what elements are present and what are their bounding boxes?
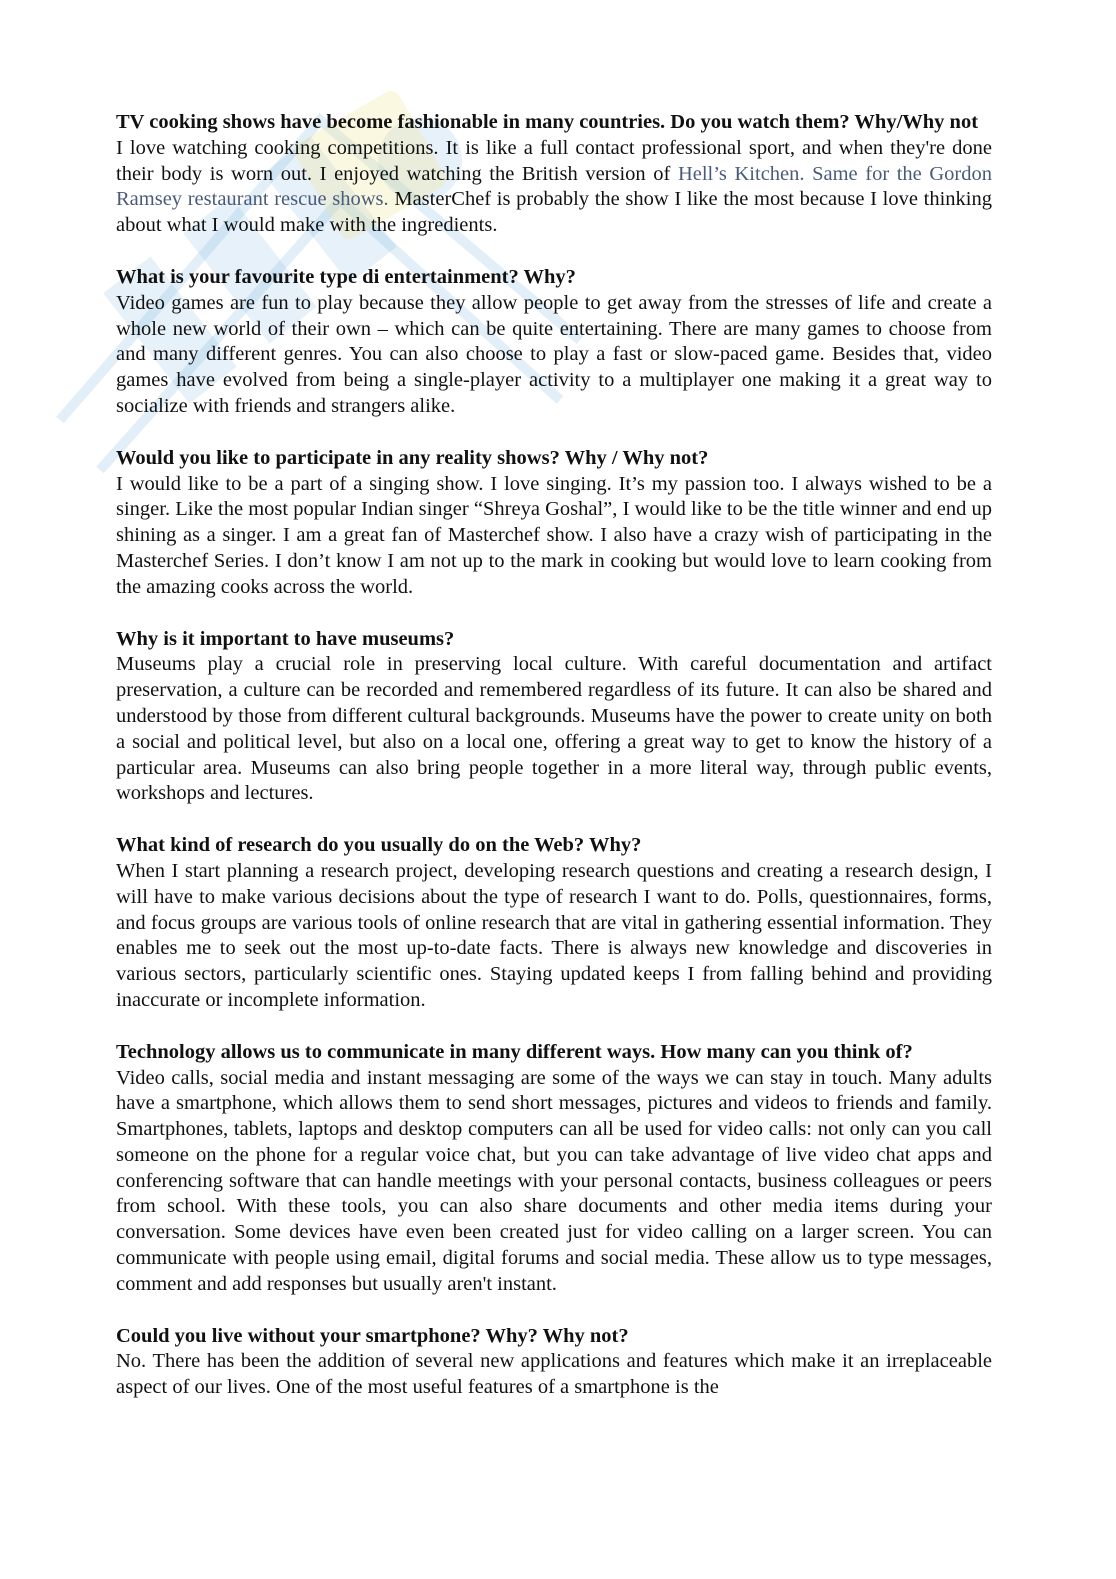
answer-text: When I start planning a research project, developing research questions and creating a research design, I will have to make various decisions about the type of research I want to do. Polls, questionnaires, forms, and focus groups are various tools of online research that are vital in gathering essential information. They enables me to seek out the most up-to-date facts. There is always new knowledge and discoveries in various sectors, particularly scientific ones. Staying updated keeps I from falling behind and providing inaccurate or incomplete information. xyxy=(116,859,992,1011)
answer-text: I would like to be a part of a singing show. I love singing. It’s my passion too. I always wished to be a singer. Like the most popular Indian singer “Shreya Goshal”, I would like to be the title winner and end up shining as a singer. I am a great fan of Masterchef show. I also have a crazy wish of participating in the Masterchef Series. I don’t know I am not up to the mark in cooking but would love to learn cooking from the amazing cooks across the world. xyxy=(116,472,992,598)
qa-block xyxy=(116,833,992,1014)
question-heading: Technology allows us to communicate in many different ways. How many can you think of? xyxy=(116,1040,913,1063)
question-heading: TV cooking shows have become fashionable in many countries. Do you watch them? Why/Why not xyxy=(116,111,979,133)
answer-fragment-highlight: Hell’s Kitchen. Same for the Gordon Ramsey restaurant rescue shows. xyxy=(116,162,993,211)
answer-fragment: I love watching cooking competitions. It is like a full contact professional sport, and when they're done their body is worn out. I enjoyed watching the British version of xyxy=(116,136,992,185)
answer-text: Video games are fun to play because they allow people to get away from the stresses of life and create a whole new world of their own – which can be quite entertaining. There are many games to choose from and many different genres. You can also choose to play a fast or slow-paced game. Besides that, video games have evolved from being a single-player activity to a multiplayer one making it a great way to socialize with friends and strangers alike. xyxy=(116,291,992,417)
question-heading: What kind of research do you usually do on the Web? Why? xyxy=(116,834,642,857)
question-heading: Would you like to participate in any reality shows? Why / Why not? xyxy=(116,446,709,469)
answer-fragment: MasterChef is probably the show I like the most because I love thinking about what I would make with the ingredients. xyxy=(116,188,992,237)
question-heading: Could you live without your smartphone? Why? Why not? xyxy=(116,1324,629,1347)
question-heading: Why is it important to have museums? xyxy=(116,627,455,650)
qa-block xyxy=(116,265,992,420)
qa-block xyxy=(116,627,992,808)
document-page xyxy=(116,110,992,1427)
question-heading: What is your favourite type di entertainment? Why? xyxy=(116,265,576,288)
answer-text: Museums play a crucial role in preserving local culture. With careful documentation and artifact preservation, a culture can be recorded and remembered regardless of its future. It can also be shared and understood by those from different cultural backgrounds. Museums have the power to create unity on both a social and political level, but also on a local one, offering a great way to get to know the history of a particular area. Museums can also bring people together in a more literal way, through public events, workshops and lectures. xyxy=(116,653,992,805)
qa-block xyxy=(116,1040,992,1298)
answer-text: No. There has been the addition of several new applications and features which make it an irreplaceable aspect of our lives. One of the most useful features of a smartphone is the xyxy=(116,1350,992,1399)
qa-block xyxy=(116,446,992,601)
answer-text: Video calls, social media and instant messaging are some of the ways we can stay in touch. Many adults have a smartphone, which allows them to send short messages, pictures and videos to friends and family. Smartphones, tablets, laptops and desktop computers can all be used for video calls: not only can you call someone on the phone for a regular voice chat, but you can take advantage of live video chat apps and conferencing software that can handle meetings with your personal contacts, business colleagues or peers from school. With these tools, you can also share documents and other media items during your conversation. Some devices have even been created just for video calling on a larger screen. You can communicate with people using email, digital forums and social media. These allow us to type messages, comment and add responses but usually aren't instant. xyxy=(116,1066,992,1295)
qa-block xyxy=(116,1324,992,1401)
qa-block xyxy=(116,110,992,239)
answer-text xyxy=(116,136,992,239)
